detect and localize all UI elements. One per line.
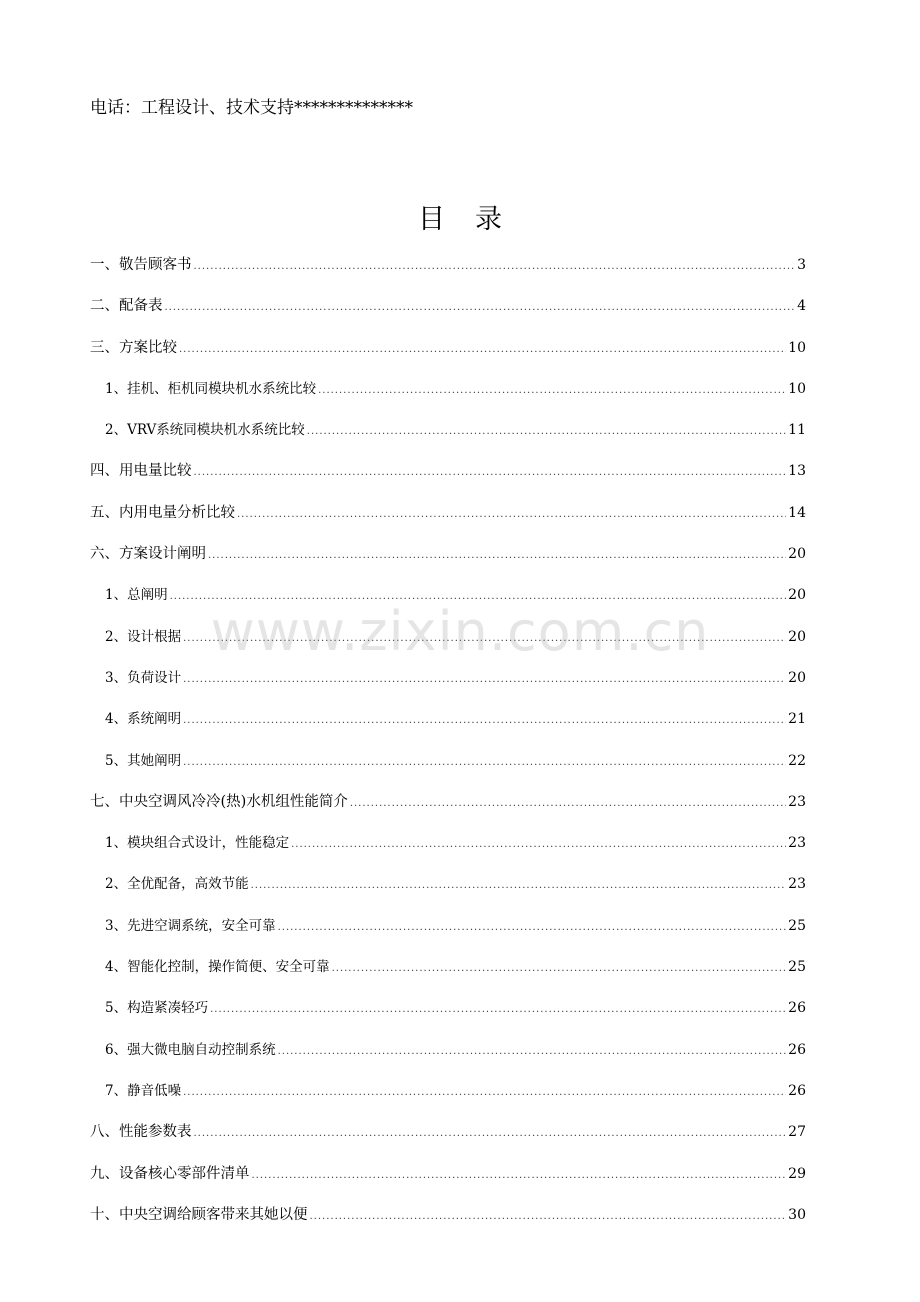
toc-entry-label: 6、强大微电脑自动控制系统	[105, 1041, 276, 1058]
toc-entry[interactable]	[90, 458, 806, 499]
toc-entry[interactable]	[90, 665, 806, 706]
toc-entry-label: 2、VRV系统同模块机水系统比较	[105, 422, 305, 439]
toc-entry-page: 4	[797, 298, 806, 315]
toc-entry-page: 20	[788, 628, 806, 645]
toc-dot-leader	[183, 668, 786, 692]
toc-dot-leader	[291, 833, 786, 857]
toc-dot-leader	[183, 751, 786, 775]
toc-entry-label: 1、总阐明	[105, 587, 168, 604]
toc-entry-label: 四、用电量比较	[90, 463, 192, 480]
toc-entry[interactable]	[90, 1202, 806, 1243]
toc-entry-page: 20	[788, 669, 806, 686]
toc-entry[interactable]	[90, 913, 806, 954]
toc-entry[interactable]	[90, 871, 806, 912]
toc-entry-label: 4、系统阐明	[105, 711, 182, 728]
toc-dot-leader	[194, 461, 787, 485]
toc-entry-label: 二、配备表	[90, 298, 163, 315]
toc-dot-leader	[332, 957, 787, 981]
toc-dot-leader	[194, 1122, 787, 1146]
toc-entry-page: 23	[788, 793, 806, 810]
toc-entry-label: 3、负荷设计	[105, 669, 182, 686]
phone-line: 电话：工程设计、技术支持**************	[90, 98, 413, 118]
toc-entry-page: 23	[788, 876, 806, 893]
toc-entry-label: 1、模块组合式设计，性能稳定	[105, 835, 290, 852]
toc-dot-leader	[252, 1164, 787, 1188]
toc-dot-leader	[165, 296, 796, 320]
toc-dot-leader	[278, 916, 787, 940]
toc-dot-leader	[183, 1081, 786, 1105]
toc-entry[interactable]	[90, 252, 806, 293]
toc-entry-label: 2、全优配备，高效节能	[105, 876, 249, 893]
toc-entry[interactable]	[90, 541, 806, 582]
toc-entry-label: 7、静音低噪	[105, 1082, 182, 1099]
toc-entry[interactable]	[90, 376, 806, 417]
watermark: www.zixin.com.cn	[210, 600, 710, 663]
toc-dot-leader	[237, 503, 786, 527]
toc-entry[interactable]	[90, 1078, 806, 1119]
toc-entry[interactable]	[90, 500, 806, 541]
toc-entry[interactable]	[90, 1119, 806, 1160]
toc-entry[interactable]	[90, 954, 806, 995]
toc-entry-label: 5、构造紧凑轻巧	[105, 1000, 209, 1017]
toc-entry[interactable]	[90, 624, 806, 665]
toc-dot-leader	[194, 255, 796, 279]
toc-entry-page: 13	[788, 463, 806, 480]
toc-dot-leader	[170, 585, 787, 609]
toc-entry[interactable]	[90, 293, 806, 334]
toc-entry[interactable]	[90, 706, 806, 747]
toc-entry-page: 29	[788, 1165, 806, 1182]
toc-entry-page: 20	[788, 587, 806, 604]
toc-entry-page: 14	[788, 504, 806, 521]
toc-dot-leader	[179, 338, 786, 362]
table-of-contents	[90, 252, 806, 1243]
toc-entry-label: 七、中央空调风冷冷(热)水机组性能简介	[90, 793, 348, 810]
toc-entry-page: 20	[788, 546, 806, 563]
toc-entry-page: 10	[788, 339, 806, 356]
toc-entry-label: 六、方案设计阐明	[90, 546, 206, 563]
toc-entry[interactable]	[90, 582, 806, 623]
toc-entry-page: 25	[788, 917, 806, 934]
toc-entry-page: 11	[788, 422, 806, 439]
toc-entry-label: 3、先进空调系统，安全可靠	[105, 917, 276, 934]
toc-entry-page: 27	[788, 1124, 806, 1141]
toc-entry-label: 2、设计根据	[105, 628, 182, 645]
toc-entry-label: 5、其她阐明	[105, 752, 182, 769]
toc-entry-label: 八、性能参数表	[90, 1124, 192, 1141]
toc-dot-leader	[183, 709, 786, 733]
toc-entry[interactable]	[90, 789, 806, 830]
toc-entry[interactable]	[90, 1037, 806, 1078]
toc-entry-label: 五、内用电量分析比较	[90, 504, 235, 521]
toc-entry-page: 3	[797, 257, 806, 273]
toc-entry-label: 1、挂机、柜机同模块机水系统比较	[105, 380, 317, 397]
toc-entry[interactable]	[90, 830, 806, 871]
toc-entry[interactable]	[90, 1161, 806, 1202]
toc-dot-leader	[350, 792, 786, 816]
toc-entry[interactable]	[90, 417, 806, 458]
toc-entry-page: 22	[788, 752, 806, 769]
toc-dot-leader	[251, 874, 787, 898]
toc-entry-page: 26	[788, 1000, 806, 1017]
toc-entry-page: 21	[788, 711, 806, 728]
toc-entry-page: 26	[788, 1082, 806, 1099]
toc-entry[interactable]	[90, 748, 806, 789]
toc-dot-leader	[307, 420, 786, 444]
toc-entry-page: 10	[788, 380, 806, 397]
toc-entry-page: 23	[788, 835, 806, 852]
toc-entry[interactable]	[90, 335, 806, 376]
toc-title: 目录	[418, 204, 532, 235]
toc-entry-label: 九、设备核心零部件清单	[90, 1165, 250, 1182]
toc-dot-leader	[310, 1205, 787, 1229]
toc-dot-leader	[318, 379, 786, 403]
toc-entry[interactable]	[90, 995, 806, 1036]
toc-entry-label: 4、智能化控制，操作简便、安全可靠	[105, 959, 330, 976]
toc-entry-label: 三、方案比较	[90, 339, 177, 356]
toc-entry-page: 26	[788, 1041, 806, 1058]
toc-entry-page: 25	[788, 959, 806, 976]
toc-entry-label: 一、敬告顾客书	[90, 257, 192, 273]
toc-dot-leader	[183, 627, 786, 651]
toc-dot-leader	[278, 1040, 787, 1064]
toc-dot-leader	[210, 998, 786, 1022]
toc-dot-leader	[208, 544, 786, 568]
toc-entry-page: 30	[788, 1206, 806, 1223]
toc-entry-label: 十、中央空调给顾客带来其她以便	[90, 1206, 308, 1223]
